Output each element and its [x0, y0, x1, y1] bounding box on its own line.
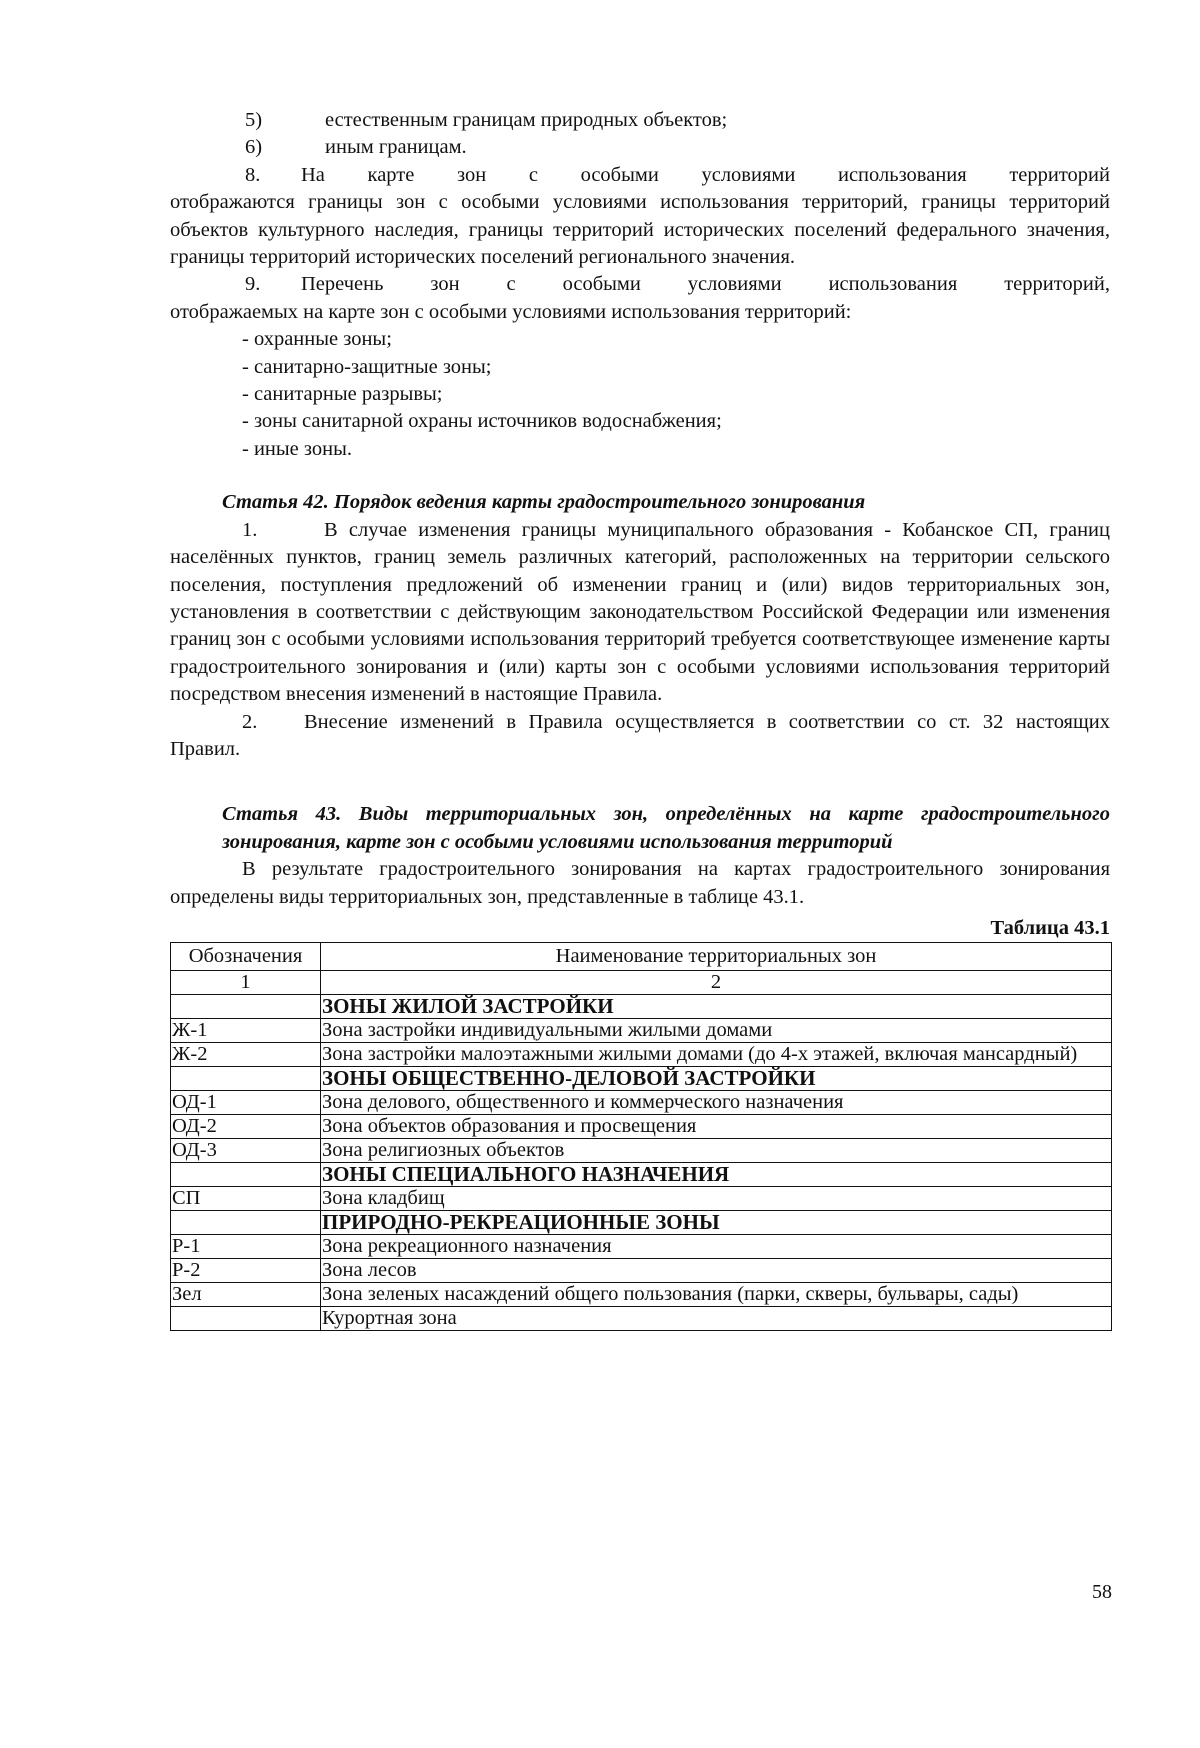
zone-code: Ж-1 [171, 1019, 321, 1043]
zone-code: ОД-3 [171, 1139, 321, 1163]
zone-name: Зона застройки малоэтажными жилыми домами (до 4-х этажей, включая мансардный) [321, 1043, 1112, 1067]
table-row [171, 1259, 1112, 1283]
zone-code [171, 1163, 321, 1187]
page-number: 58 [1092, 1581, 1112, 1603]
table-row [171, 1043, 1112, 1067]
paragraph-9-first-line: 9. Перечень зон с особыми условиями использования территорий, [170, 271, 1110, 298]
zone-code: Р-2 [171, 1259, 321, 1283]
zone-name: Зона зеленых насаждений общего пользования (парки, скверы, бульвары, сады) [321, 1283, 1112, 1307]
zone-list-item: - иные зоны. [242, 437, 352, 460]
zone-group-title: ЗОНЫ ОБЩЕСТВЕННО-ДЕЛОВОЙ ЗАСТРОЙКИ [321, 1067, 1112, 1091]
list-item-text: иным границам. [325, 136, 467, 159]
column-number: 1 [171, 971, 321, 995]
list-item [170, 134, 1110, 161]
zone-code: СП [171, 1187, 321, 1211]
table-row [171, 1187, 1112, 1211]
zone-list-item: - зоны санитарной охраны источников водоснабжения; [242, 410, 722, 433]
article-42-heading: Статья 42. Порядок ведения карты градостроительного зонирования [222, 491, 866, 514]
zone-name: Зона делового, общественного и коммерческого назначения [321, 1091, 1112, 1115]
list-item-text: естественным границам природных объектов; [325, 109, 728, 131]
paragraph-8-number: 8. [245, 163, 261, 186]
article-42-p1-number: 1. [242, 518, 258, 541]
zone-group-title: ПРИРОДНО-РЕКРЕАЦИОННЫЕ ЗОНЫ [321, 1211, 1112, 1235]
table-row [171, 1139, 1112, 1163]
header-designations: Обозначения [171, 943, 321, 971]
table-header-row [171, 943, 1112, 971]
zone-code [171, 995, 321, 1019]
zone-code [171, 1211, 321, 1235]
zone-code: Р-1 [171, 1235, 321, 1259]
zones-table [170, 942, 1112, 1331]
paragraph-8-body: отображаются границы зон с особыми условиями использования территорий, границы территорий объектов культурного наследия, границы территорий исторических поселений федерального значения, границы территорий исторических поселений регионального значения. [170, 191, 1110, 269]
list-item-number: 6) [245, 136, 263, 159]
zone-code: Зел [171, 1283, 321, 1307]
zone-code: Ж-2 [171, 1043, 321, 1067]
zone-name: Курортная зона [321, 1307, 1112, 1331]
table-row [171, 1283, 1112, 1307]
paragraph-9-number: 9. [245, 273, 261, 296]
table-group-row [171, 1163, 1112, 1187]
article-43-paragraph: В результате градостроительного зонирования на картах градостроительного зонирования определены виды территориальных зон, представленные в таблице 43.1. [170, 858, 1110, 908]
zone-code: ОД-2 [171, 1115, 321, 1139]
table-row [171, 1091, 1112, 1115]
article-42-paragraph-1: 1. В случае изменения границы муниципального образования - Кобанское СП, границ населённых пунктов, границ земель различных категорий, расположенных на территории сельского поселения, поступления предложений об изменении границ и (или) видов территориальных зон, установления в соответствии с действующим законодательством Российской Федерации или изменения границ зон с особыми условиями использования территорий требуется соответствующее изменение карты градостроительного зонирования и (или) карты зон с особыми условиями использования территорий посредством внесения изменений в настоящие Правила. [170, 518, 1110, 706]
table-row [171, 1019, 1112, 1043]
table-column-number-row [171, 971, 1112, 995]
zone-name: Зона застройки индивидуальными жилыми домами [321, 1019, 1112, 1043]
zone-name: Зона религиозных объектов [321, 1139, 1112, 1163]
zone-name: Зона кладбищ [321, 1187, 1112, 1211]
zone-name: Зона объектов образования и просвещения [321, 1115, 1112, 1139]
table-row [171, 1115, 1112, 1139]
zone-group-title: ЗОНЫ ЖИЛОЙ ЗАСТРОЙКИ [321, 995, 1112, 1019]
article-43-heading: Статья 43. Виды территориальных зон, определённых на карте градостроительного зонирования, карте зон с особыми условиями использования территорий [222, 803, 1110, 853]
table-caption: Таблица 43.1 [990, 916, 1110, 939]
zone-name: Зона рекреационного назначения [321, 1235, 1112, 1259]
header-zone-name: Наименование территориальных зон [321, 943, 1112, 971]
table-group-row [171, 995, 1112, 1019]
paragraph-8-first-line: 8. На карте зон с особыми условиями использования территорий [170, 162, 1110, 189]
article-42-paragraph-2: 2. Внесение изменений в Правила осуществляется в соответствии со ст. 32 настоящих Правил. [170, 710, 1110, 760]
zone-list-item: - санитарные разрывы; [242, 383, 443, 406]
zone-code [171, 1307, 321, 1331]
table-group-row [171, 1067, 1112, 1091]
zone-code [171, 1067, 321, 1091]
page-content [170, 107, 1110, 1331]
paragraph-9-body: отображаемых на карте зон с особыми условиями использования территорий: [170, 300, 852, 323]
zone-list-item: - охранные зоны; [242, 328, 392, 351]
zone-group-title: ЗОНЫ СПЕЦИАЛЬНОГО НАЗНАЧЕНИЯ [321, 1163, 1112, 1187]
table-row [171, 1307, 1112, 1331]
list-item-number: 5) [245, 109, 263, 131]
table-body [171, 995, 1112, 1331]
table-row [171, 1235, 1112, 1259]
list-item [170, 107, 1110, 134]
table-group-row [171, 1211, 1112, 1235]
zone-list-item: - санитарно-защитные зоны; [242, 355, 492, 378]
article-42-p2-number: 2. [242, 710, 258, 733]
zone-code: ОД-1 [171, 1091, 321, 1115]
zone-name: Зона лесов [321, 1259, 1112, 1283]
column-number: 2 [321, 971, 1112, 995]
